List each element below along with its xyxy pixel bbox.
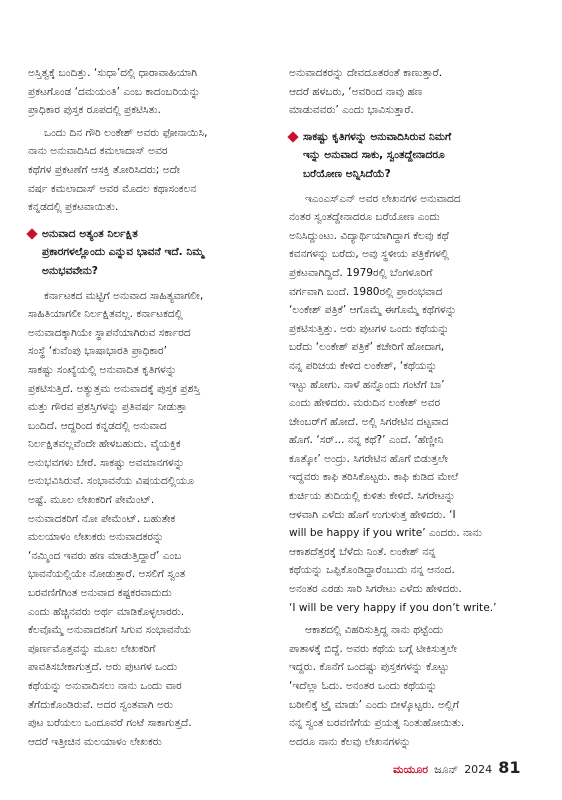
- text-line: ಎಂದು ಹೇಳಿದರು. ಮರುದಿನ ಲಂಕೇಶ್ ಅವರ: [289, 397, 441, 410]
- text-line: ಸಂಸ್ಥೆ ‘ಕುವೆಂಪು ಭಾಷಾಭಾರತಿ ಪ್ರಾಧಿಕಾರ’: [28, 345, 168, 358]
- text-line: ಪ್ರಕಟಿಸುತ್ತಿದೆ. ಅತ್ಯುತ್ತಮ ಅನುವಾದಕ್ಕೆ ಪುಸ್ತಕ ಪ್ರಶಸ್ತಿ: [28, 382, 200, 395]
- text-line: ಸಾಕಷ್ಟು ಕೃತಿಗಳನ್ನು ಅನುವಾದಿಸಿರುವ ನಿಮಗೆ: [303, 130, 452, 143]
- text-line: ಅನುವಾದ ಅತ್ಯಂತ ನಿರ್ಲಕ್ಷಿತ: [42, 227, 138, 240]
- text-line: ಇದ್ದವರು ಕಾಫಿ ತರಿಸಿಕೊಟ್ಟರು. ಕಾಫಿ ಕುಡಿದ ಮೇಲೆ: [289, 471, 459, 484]
- text-line: ಸಾಕಷ್ಟು ಸಂಖ್ಯೆಯಲ್ಲಿ ಅನುವಾದಿತ ಕೃತಿಗಳನ್ನು: [28, 363, 177, 376]
- text-line: ಅದರೂ ನಾನು ಕೆಲವು ಲೇಖನಗಳನ್ನು: [289, 735, 411, 748]
- paragraph: [28, 64, 273, 120]
- text-line: ವರ್ಗವಾಗಿ ಬಂದೆ. 1980ರಲ್ಲಿ ಪ್ರಾರಂಭವಾದ: [289, 285, 443, 298]
- text-line: ಅನುಭವಗಳು ಬೇರೆ. ಸಾಕಷ್ಟು ಅವಮಾನಗಳನ್ನು: [28, 456, 185, 469]
- text-line: ಆಕಾಶದಲ್ಲಿ ವಿಹರಿಸುತ್ತಿದ್ದ ನಾನು ಥಟ್ಟೆಂದು: [305, 624, 444, 637]
- text-line: ಪಾತಾಳಕ್ಕೆ ಬಿದ್ದೆ. ಅವರು ಕಥೆಯ ಬಗ್ಗೆ ಟೀಕಿಸುತ್ತಲೇ: [289, 642, 457, 655]
- text-line: ಅನಂತರ ಎರಡು ಸಾರಿ ಸಿಗರೇಟು ಎಳೆದು ಹೇಳಿದರು.: [289, 583, 462, 596]
- text-line: ಕಥೆಯನ್ನು ಒಪ್ಪಿಕೊಂಡಿದ್ದಾರೆಂಬುದು ನನ್ನ ಆನಂದ.: [289, 564, 455, 577]
- text-line: ಪ್ರಾಧಿಕಾರ ಪುಸ್ತಕ ರೂಪದಲ್ಲಿ ಪ್ರಕಟಿಸಿತು.: [28, 104, 161, 117]
- text-line: ಆಳವಾಗಿ ಎಳೆದು ಹೊಗೆ ಉಗುಳುತ್ತ ಹೇಳಿದರು. ‘I: [289, 508, 456, 521]
- text-line: ಪುಟ ಬರೆಯಲು ಒಂದೂವರೆ ಗಂಟೆ ಸಾಕಾಗುತ್ತದೆ.: [28, 717, 192, 730]
- text-line: ಕವನಗಳನ್ನು ಬರೆದು, ಅವು ಸ್ಥಳೀಯ ಪತ್ರಿಕೆಗಳಲ್ಲಿ: [289, 248, 449, 261]
- text-line: ಇಎಂಎಸ್‌ಎನ್ ಅವರ ಲೇಖನಗಳ ಅನುವಾದದ: [305, 192, 461, 205]
- text-line: ಅನುಭವಿಸಿರುವೆ. ಸಂಭಾವನೆಯ ವಿಷಯದಲ್ಲಿಯೂ: [28, 475, 194, 488]
- text-line: ಬರೆದು ‘ಲಂಕೇಶ್ ಪತ್ರಿಕೆ’ ಕಚೇರಿಗೆ ಹೋದಾಗ,: [289, 341, 445, 354]
- interview-question: [289, 128, 534, 184]
- text-line: ಕಥೆಗಳ ಪ್ರಕಟಣೆಗೆ ಆಸಕ್ತಿ ತೋರಿಸಿದರು; ಅದೇ: [28, 163, 181, 176]
- text-line: ಪ್ರಕಟಗೊಂಡ ‘ದಮಯಂತಿ’ ಎಂಬ ಕಾದಂಬರಿಯನ್ನು: [28, 85, 201, 98]
- paragraph: [28, 124, 273, 217]
- text-line: ಎಂದು ಹೆಚ್ಚಿನವರು ಅರ್ಥ ಮಾಡಿಕೊಳ್ಳಲಾರರು.: [28, 605, 185, 618]
- text-line: ನನ್ನ ಸ್ವಂತ ಬರವಣಿಗೆಯ ಪ್ರಯತ್ನ ನಿಂತುಹೋಯಿತು.: [289, 717, 465, 730]
- text-line: ಕುರ್ಚಿಯ ತುದಿಯಲ್ಲಿ ಕುಳಿತು ಕೇಳಿದೆ. ಸಿಗರೇಟನ್ನು: [289, 490, 456, 503]
- text-line: ಕೆಲವೊಮ್ಮೆ ಅನುವಾದಕನಿಗೆ ಸಿಗುವ ಸಂಭಾವನೆಯ: [28, 624, 191, 637]
- text-line: ಚೇಂಬರ್‌ಗೆ ಹೋದೆ. ಅಲ್ಲಿ ಸಿಗರೇಟಿನ ದಟ್ಟವಾದ: [289, 415, 449, 428]
- text-line: ‘ಲಂಕೇಶ್ ಪತ್ರಿಕೆ’ ಆಗೊಮ್ಮೆ ಈಗೊಮ್ಮೆ ಕಥೆಗಳನ್ನು: [289, 304, 457, 317]
- text-line: ಪ್ರಕಟವಾಗಿದ್ದಿದೆ. 1979ರಲ್ಲಿ ಬೆಂಗಳೂರಿಗೆ: [289, 266, 433, 279]
- text-line: ಕನ್ನಡದಲ್ಲಿ ಪ್ರಕಟವಾಯಿತು.: [28, 201, 119, 214]
- text-line: ಪಾವತಿಸಬೇಕಾಗುತ್ತದೆ. ಅರು ಪುಟಗಳ ಒಂದು: [28, 661, 178, 674]
- text-line: ಬರೀಲಿಕ್ಕೆ ಟ್ರೈ ಮಾಡು’ ಎಂದು ಬೀಳ್ಕೊಟ್ಟರು. ಅಲ್ಲಿಗೆ: [289, 698, 460, 711]
- magazine-name: ಮಯೂರ: [393, 763, 429, 776]
- paragraph: [28, 287, 273, 752]
- text-line: ಕರ್ನಾಟಕದ ಮಟ್ಟಿಗೆ ಅನುವಾದ ಸಾಹಿತ್ಯವಾಗಲೀ,: [44, 289, 204, 302]
- text-line: ಅನಿಸಿದ್ದುಂಟು. ವಿದ್ಯಾರ್ಥಿಯಾಗಿದ್ದಾಗ ಕೆಲವು ಕಥೆ: [289, 229, 449, 242]
- text-line: ಹೊಗೆ. ‘ಸರ್... ನನ್ನ ಕಥೆ?’ ಎಂದೆ. ‘ಹೆಣ್ಣೀನಿ: [289, 434, 444, 447]
- text-line: ‘ನಮ್ಮಿಂದ ಇವರು ಹಣ ಮಾಡುತ್ತಿದ್ದಾರೆ’ ಎಂಬ: [28, 549, 182, 562]
- question-text: [303, 128, 534, 184]
- page-footer: [393, 758, 520, 777]
- text-line: ಸಾಹಿತಿಯಾಗಲೀ ನಿರ್ಲಕ್ಷಿತವಲ್ಲ. ಕರ್ನಾಟಕದಲ್ಲಿ: [28, 308, 183, 321]
- text-line: ಆದರೆ ಇತ್ತೀಚಿನ ಮಲಯಾಳಂ ಲೇಖಕರು: [28, 735, 162, 748]
- text-line: ‘ಇದೆಲ್ಲಾ ಓದು. ಅನಂತರ ಒಂದು ಕಥೆಯನ್ನು: [289, 680, 438, 692]
- diamond-bullet-icon: [26, 228, 37, 239]
- text-line: ಮಲಯಾಳಂ ಲೇಖಕರು ಅನುವಾದಕರನ್ನು: [28, 531, 164, 544]
- text-line: will be happy if you write’ ಎಂದರು. ನಾನು: [289, 527, 482, 540]
- diamond-bullet-icon: [287, 131, 298, 142]
- paragraph: [289, 190, 534, 618]
- paragraph: [289, 621, 534, 751]
- text-line: ಬಂದಿದೆ. ಆದ್ದರಿಂದ ಕನ್ನಡದಲ್ಲಿ ಅನುವಾದ: [28, 419, 167, 432]
- text-line: ಅನುಭವವೇನು?: [42, 264, 98, 277]
- text-line: ನಿರ್ಲಕ್ಷಿತವಲ್ಲವೆಂದೇ ಹೇಳಬಹುದು. ವೈಯಕ್ತಿಕ: [28, 438, 181, 451]
- text-line: ಅನುವಾದಕರನ್ನು ದೇವದೂತರಂತೆ ಕಾಣುತ್ತಾರೆ.: [289, 67, 443, 79]
- text-line: ಅಷ್ಟೆ. ಮೂಲ ಲೇಖಕರಿಗೆ ಪೇಮೆಂಟ್.: [28, 494, 155, 507]
- issue-year: 2024: [464, 763, 493, 776]
- text-line: ಅನುವಾದಕ್ಕಾಗಿಯೇ ಸ್ಥಾಪನೆಯಾಗಿರುವ ಸರ್ಕಾರದ: [28, 326, 191, 339]
- text-line: ತೆಗೆದುಕೊಂಡಿರುವೆ. ಅದರ ಸ್ವಂತವಾಗಿ ಅರು: [28, 698, 173, 711]
- text-line: ಭಾವನೆಯಲ್ಲಿಯೇ ನೋಡುತ್ತಾರೆ. ಅಸಲಿಗೆ ಸ್ವಂತ: [28, 568, 186, 581]
- text-line: ಕಥೆಯನ್ನು ಅನುವಾದಿಸಲು ನಾನು ಒಂದು ವಾರ: [28, 680, 182, 692]
- text-line: ಪ್ರಕಟಿಸುತ್ತಿತ್ತು. ಅರು ಪುಟಗಳ ಒಂದು ಕಥೆಯನ್ನು: [289, 322, 449, 335]
- interview-question: [28, 225, 273, 281]
- issue-month: ಜೂನ್: [434, 763, 459, 776]
- text-line: ಮಾಡುವವರು’ ಎಂದು ಭಾವಿಸುತ್ತಾರೆ.: [289, 104, 414, 117]
- text-line: ಅಸ್ತಿತ್ವಕ್ಕೆ ಬಂದಿತ್ತು. ‘ಸುಧಾ’ದಲ್ಲಿ ಧಾರಾವಾಹಿಯಾಗಿ: [28, 67, 198, 79]
- text-line: ಆಕಾಶದೆತ್ತರಕ್ಕೆ ಬೆಳೆದು ನಿಂತೆ. ಲಂಕೇಶ್ ನನ್ನ: [289, 545, 436, 558]
- text-line: ಬರೆಯೋಣ ಅನ್ನಿಸಿದೆಯೆ?: [303, 167, 391, 180]
- right-column: [289, 64, 534, 755]
- paragraph: [289, 64, 534, 120]
- question-text: [42, 225, 273, 281]
- text-line: ಇನ್ನು ಅನುವಾದ ಸಾಕು, ಸ್ವಂತದ್ದೇನಾದರೂ: [303, 149, 445, 162]
- text-line: ಒಂದು ದಿನ ಗೌರಿ ಲಂಕೇಶ್ ಅವರು ಫೋನಾಯಿಸಿ,: [44, 126, 208, 139]
- text-line: ನನ್ನ ಪರಿಚಯ ಕೇಳಿದ ಲಂಕೇಶ್, ‘ಕಥೆಯನ್ನು: [289, 359, 438, 372]
- text-line: ನಂತರ ಸ್ವಂತದ್ದೇನಾದರೂ ಬರೆಯೋಣ ಎಂದು: [289, 211, 440, 224]
- text-line: ಪೂರ್ಣಮೊತ್ತವನ್ನು ಮೂಲ ಲೇಖಕರಿಗೆ: [28, 642, 156, 655]
- left-column: [28, 64, 273, 755]
- text-line: ಕೂತ್ಕೋ’ ಅಂದ್ರು. ಸಿಗರೇಟಿನ ಹೊಗೆ ಬಿಡುತ್ತಲೇ: [289, 452, 448, 465]
- text-line: ಪ್ರಕಾರಗಳಲ್ಲೊಂದು ಎನ್ನುವ ಭಾವನೆ ಇದೆ. ನಿಮ್ಮ: [42, 246, 204, 259]
- text-line: ನಾನು ಅನುವಾದಿಸಿದ ಕಮಲಾದಾಸ್ ಅವರ: [28, 145, 168, 158]
- page-number: 81: [498, 758, 521, 777]
- text-line: ವರ್ಷ ಕಮಲಾದಾಸ್ ಅವರ ಮೊದಲ ಕಥಾಸಂಕಲನ: [28, 182, 197, 195]
- text-line: ಅನುವಾದಕರಿಗೆ ನೋ ಪೇಮೆಂಟ್. ಬಹುತೇಕ: [28, 512, 176, 525]
- text-line: ‘I will be very happy if you don’t write.’: [289, 601, 497, 614]
- text-line: ಆದರೆ ಹಳಬರು, ‘ಅವರಿಂದ ನಾವು ಹಣ: [289, 85, 423, 98]
- text-line: ಇಟ್ಟು ಹೋಗು. ನಾಳೆ ಹನ್ನೊಂದು ಗಂಟೆಗೆ ಬಾ’: [289, 378, 445, 391]
- text-line: ಮತ್ತು ಗೌರವ ಪ್ರಶಸ್ತಿಗಳನ್ನು ಪ್ರತಿವರ್ಷ ನೀಡುತ್ತಾ: [28, 401, 187, 414]
- text-line: ಇದ್ದರು. ಕೊನೆಗೆ ಒಂದಷ್ಟು ಪುಸ್ತಕಗಳನ್ನು ಕೊಟ್ಟು: [289, 661, 449, 674]
- text-line: ಬರವಣಿಗೆಗಿಂತ ಅನುವಾದ ಕಷ್ಟಕರವಾದುದು: [28, 587, 172, 600]
